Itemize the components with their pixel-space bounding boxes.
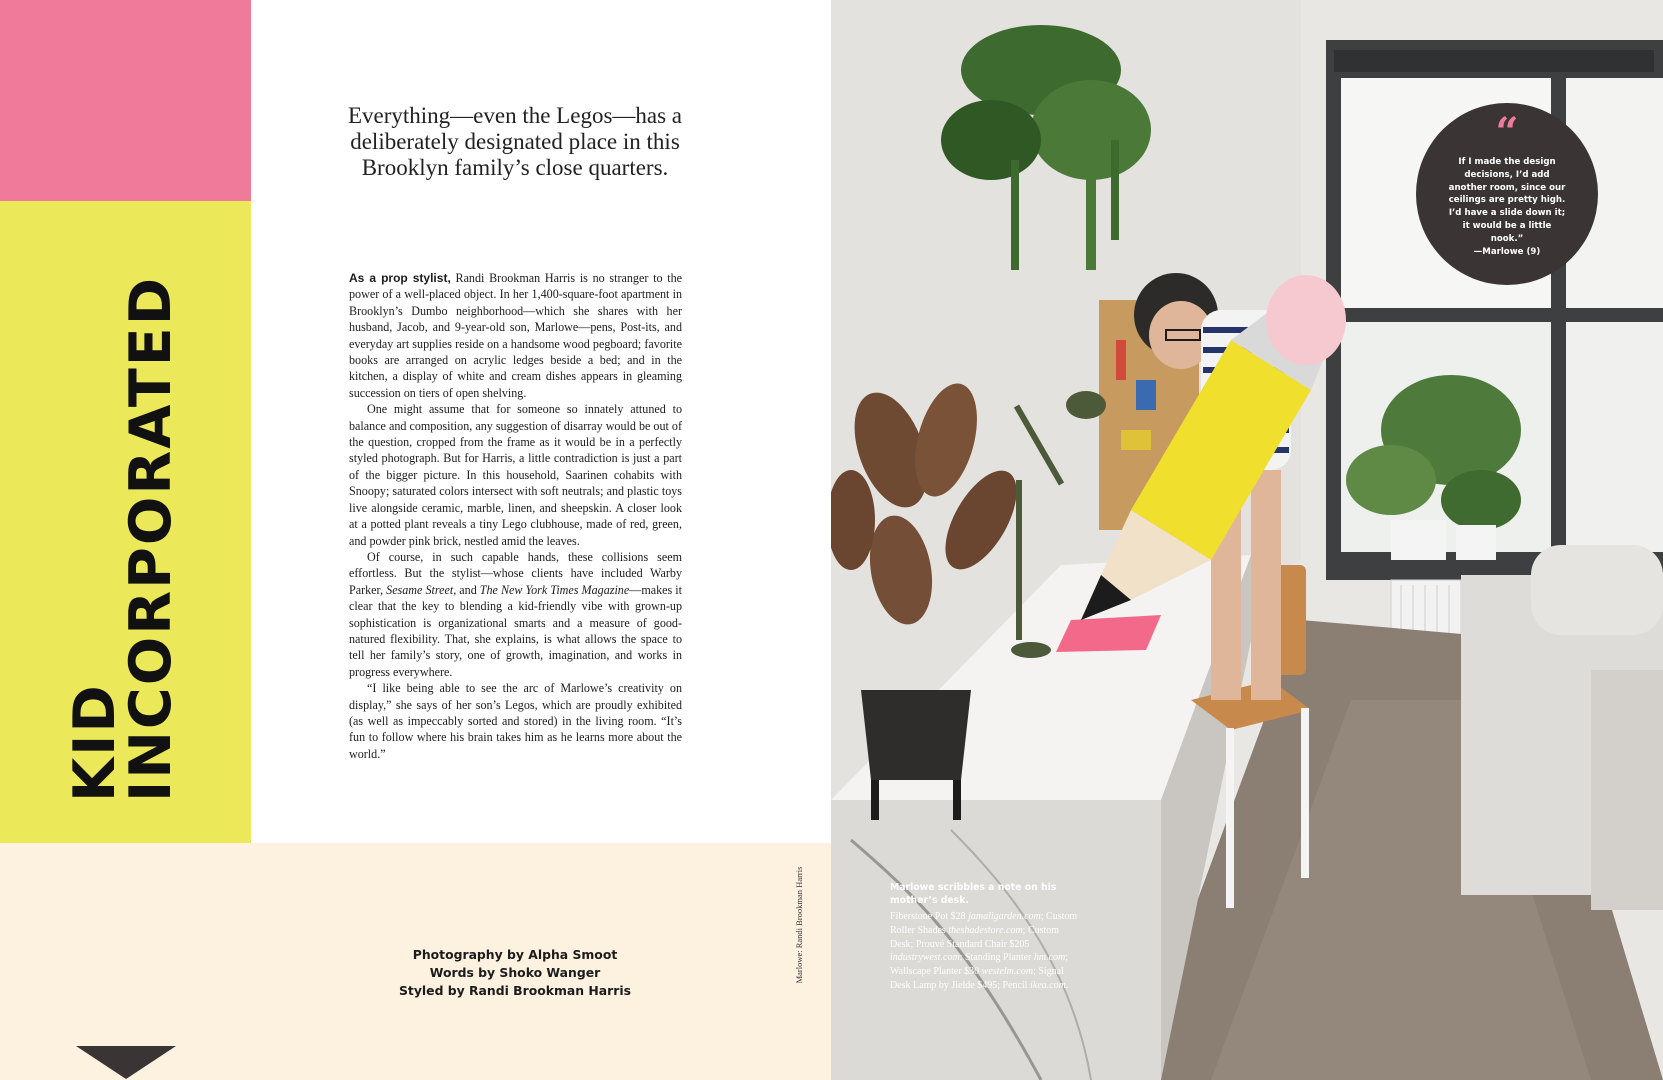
paragraph-4: “I like being able to see the arc of Marlowe’s creativity on display,” she says of her son’s Legos, which are proudly exhibited (as well as impeccably sorted and stored) in the living room. “It’s fun to follow where his brain takes him as he learns more about the world.” xyxy=(349,681,682,761)
paragraph-1-text: Randi Brookman Harris is no stranger to the power of a well-placed object. In her 1,400-square-foot apartment in Brooklyn’s Dumbo neighborhood—which she shares with her husband, Jacob, and 9-year-old son, Marlowe—pens, Post-its, and everyday art supplies reside on a handsome wood pegboard; favorite books are arranged on acrylic ledges beside a bed; and in the kitchen, a display of white and cream dishes appears in gleaming succession on tiers of open shelving. xyxy=(349,271,682,400)
pink-color-block xyxy=(0,0,251,201)
lead-in: As a prop stylist, xyxy=(349,271,451,285)
source-text: ; Custom Desk; Prouvé Standard Chair $205 xyxy=(890,924,1060,950)
headline-line-1: KID xyxy=(62,683,128,802)
credit-styled: Styled by Randi Brookman Harris xyxy=(399,983,631,999)
source-link: hm.com xyxy=(1033,952,1066,964)
source-link: ikea.com xyxy=(1029,979,1066,991)
source-text: ; Signal Desk Lamp by Jielde $495; Pencil xyxy=(890,966,1064,991)
source-link: industrywest.com xyxy=(890,952,960,964)
source-text: Fiberstone Pot $28 xyxy=(890,911,969,922)
caption-sources xyxy=(890,910,1080,993)
source-link: theshadestore.com xyxy=(948,924,1023,936)
headline xyxy=(62,262,184,802)
pink-paper xyxy=(1056,615,1161,652)
quote-mark-icon: “ xyxy=(1495,109,1519,156)
photo-credit: Marlowe: Randi Brookman Harris xyxy=(794,866,804,984)
down-triangle-icon xyxy=(76,1046,176,1079)
pull-quote xyxy=(1416,103,1598,285)
pull-quote-attribution: —Marlowe (9) xyxy=(1473,246,1541,257)
italic-title-2: The New York Times Magazine xyxy=(479,582,630,597)
source-text: ; Standing Planter xyxy=(959,952,1034,964)
credits xyxy=(350,946,680,1001)
photo-caption xyxy=(890,881,1080,993)
source-link: westelm.com xyxy=(981,966,1034,978)
source-text: ; Custom Roller Shades xyxy=(890,911,1078,936)
source-link: jamaligarden.com xyxy=(968,911,1041,922)
deck-subtitle: Everything—even the Legos—has a deliberately designated place in this Brooklyn family’s close quarters. xyxy=(347,103,683,180)
pull-quote-body: If I made the design decisions, I’d add another room, since our ceilings are pretty high. I’d have a slide down it; it would be a little nook.” xyxy=(1448,157,1566,244)
paragraph-3-text-a: Of course, in such capable hands, these collisions seem effortless. But the stylist—whose clients have included Warby Parker, xyxy=(349,549,682,597)
paragraph-3 xyxy=(349,549,682,680)
article-body xyxy=(349,270,682,762)
paragraph-3-text-b: , and xyxy=(453,582,480,597)
italic-title-1: Sesame Street xyxy=(386,582,454,597)
pull-quote-text xyxy=(1446,156,1568,258)
sofa xyxy=(1461,545,1663,910)
paragraph-2: One might assume that for someone so innately attuned to balance and composition, any suggestion of disarray would be out of the question, cropped from the frame as it would be in a perfectly styled photograph. But for Harris, a little contradiction is just a part of the bigger picture. In this household, Saarinen cohabits with Snoopy; saturated colors intersect with soft neutrals; and plastic toys live alongside ceramic, marble, linen, and sheepskin. A closer look at a potted plant reveals a tiny Lego clubhouse, made of red, green, and powder pink brick, nestled amid the leaves. xyxy=(349,402,682,548)
paragraph-1 xyxy=(349,270,682,401)
source-text: ; Wallscape Planter $30 xyxy=(890,952,1069,978)
caption-title: Marlowe scribbles a note on his mother’s desk. xyxy=(890,882,1057,906)
paragraph-3-text-c: —makes it clear that the key to blending a kid-friendly vibe with grown-up sophistication is organizational smarts and a measure of good-natured flexibility. That, she explains, is what allows the space to tell her family’s story, one of growth, imagination, and works in progress everywhere. xyxy=(349,582,682,679)
headline-line-2: INCORPORATED xyxy=(118,275,184,802)
headline-container xyxy=(58,262,188,802)
credit-photography: Photography by Alpha Smoot xyxy=(412,947,618,962)
credit-words: Words by Shoko Wanger xyxy=(429,965,601,981)
source-text: . xyxy=(1065,979,1069,991)
